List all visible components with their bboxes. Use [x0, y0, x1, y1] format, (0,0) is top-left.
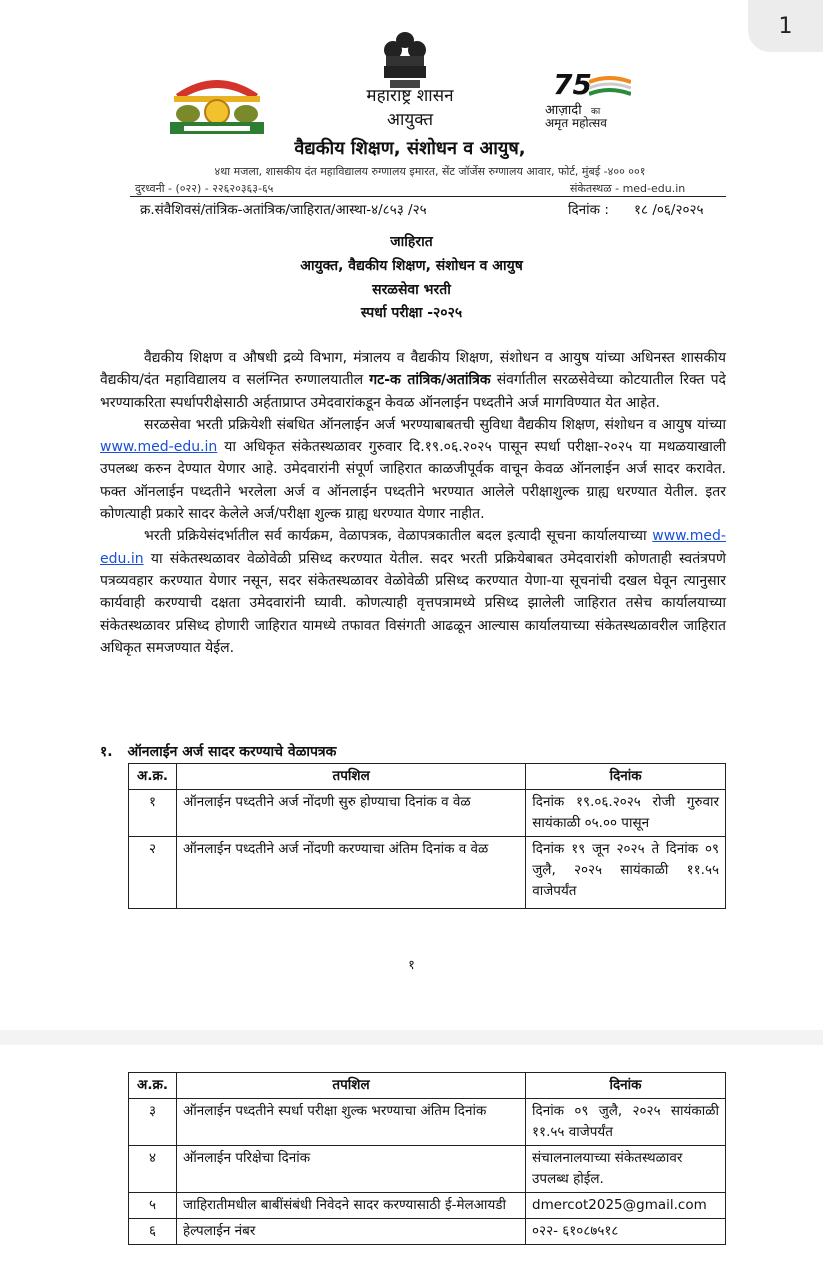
header-address: ४था मजला, शासकीय दंत महाविद्यालय रुग्णालय इमारत, सेंट जॉर्जेस रुग्णालय आवार, फोर्ट, मुंबई -४०० ००१ [214, 165, 646, 178]
row-date: दिनांक १९.०६.२०२५ रोजी गुरुवार सायंकाळी ०५.०० पासून [526, 790, 726, 837]
tricolor-swoosh-icon [589, 76, 631, 98]
header-date: दिनांक [526, 1073, 726, 1099]
row-serial: ४ [129, 1146, 177, 1193]
row-helpline: ०२२- ६१०८७५१८ [526, 1219, 726, 1245]
row-serial: ५ [129, 1193, 177, 1219]
azadi-logo-number: 75 [553, 68, 592, 101]
paragraph-1-bold: गट-क तांत्रिक/अतांत्रिक [369, 372, 491, 389]
announcement-authority: आयुक्त, वैद्यकीय शिक्षण, संशोधन व आयुष [300, 258, 523, 274]
document-page-2 [0, 1045, 823, 1280]
row-serial: ६ [129, 1219, 177, 1245]
schedule-table-part-1 [128, 763, 726, 909]
azadi-logo-line2: अमृत महोत्सव [545, 116, 607, 130]
paragraph-3: भरती प्रक्रियेसंदर्भातील सर्व कार्यक्रम, वेळापत्रक, वेळापत्रकातील बदल इत्यादी सूचना कार्यालयाच्या www.med-edu.in या संकेतस्थळावर वेळोवेळी प्रसिध्द करण्यात येतील. सदर भरती प्रक्रियेबाबत उमेदवारांशी कोणताही स्वतंत्रपणे पत्रव्यवहार करण्यात येणार नसून, सदर संकेतस्थळावर वेळोवेळी प्रसिध्द करण्यात येणा-या सूचनांची दखल घेवून त्यानुसार कार्यवाही करण्याची दक्षता उमेदवारांनी घ्यावी. कोणत्याही वृत्तपत्रामध्ये प्रसिध्द झालेली जाहिरात तसेच कार्यालयाच्या संकेतस्थळावर प्रसिध्द होणारी जाहिरात यामध्ये तफावत विसंगती आढळून आल्यास कार्यालयाच्या संकेतस्थळावरील जाहिरात अधिकृत समजण्यात येईल. [100, 528, 726, 656]
section-title: ऑनलाईन अर्ज सादर करण्याचे वेळापत्रक [127, 744, 337, 760]
reference-number: क्र.संवैशिवसं/तांत्रिक-अतांत्रिक/जाहिरात/आस्था-४/८५३ /२५ [140, 202, 427, 218]
website-link[interactable]: www.med-edu.in [100, 439, 218, 456]
announcement-exam: स्पर्धा परीक्षा -२०२५ [360, 305, 463, 321]
announcement-recruitment: सरळसेवा भरती [372, 282, 451, 298]
header-date: दिनांक [526, 764, 726, 790]
header-commissioner: आयुक्त [386, 110, 434, 130]
row-details: ऑनलाईन पध्दतीने अर्ज नोंदणी सुरु होण्याचा दिनांक व वेळ [176, 790, 525, 837]
row-serial: २ [129, 837, 177, 909]
table-row [129, 1099, 726, 1146]
section-heading [100, 742, 336, 761]
table-row [129, 1193, 726, 1219]
table-row [129, 790, 726, 837]
announcement-title: जाहिरात [390, 234, 433, 250]
reference-date-label: दिनांक : [568, 202, 609, 218]
national-emblem-logo [380, 30, 430, 92]
schedule-table-part-2 [128, 1072, 726, 1245]
header-serial: अ.क्र. [129, 1073, 177, 1099]
header-details: तपशिल [176, 1073, 525, 1099]
row-details: ऑनलाईन पध्दतीने अर्ज नोंदणी करण्याचा अंतिम दिनांक व वेळ [176, 837, 525, 909]
header-gov: महाराष्ट्र शासन [366, 86, 454, 106]
body-text [100, 347, 726, 659]
row-date: दिनांक १९ जून २०२५ ते दिनांक ०९ जुलै, २०२५ सायंकाळी ११.५५ वाजेपर्यंत [526, 837, 726, 909]
row-details: ऑनलाईन पध्दतीने स्पर्धा परीक्षा शुल्क भरण्याचा अंतिम दिनांक [176, 1099, 525, 1146]
paragraph-1: वैद्यकीय शिक्षण व औषधी द्रव्ये विभाग, मंत्रालय व वैद्यकीय शिक्षण, संशोधन व आयुष यांच्या अधिनस्त शासकीय वैद्यकीय/दंत महाविद्यालय व सलंग्नित रुग्णालयातील गट-क तांत्रिक/अतांत्रिक संवर्गातील सरळसेवेच्या कोटयातील रिक्त पदे भरण्याकरिता स्पर्धापरीक्षेसाठी अर्हताप्राप्त उमेदवारांकडून केवळ ऑनलाईन पध्दतीने अर्ज मागविण्यात येत आहेत. [100, 350, 726, 411]
header-divider [130, 196, 726, 197]
page-number: १ [408, 958, 415, 973]
row-details: हेल्पलाईन नंबर [176, 1219, 525, 1245]
azadi-logo-line1: आज़ादी [545, 103, 582, 118]
row-details: ऑनलाईन परिक्षेचा दिनांक [176, 1146, 525, 1193]
row-details: जाहिरातीमधील बाबींसंबंधी निवेदने सादर करण्यासाठी ई-मेलआयडी [176, 1193, 525, 1219]
website-link-2[interactable]: www.med-edu.in [100, 528, 726, 567]
table-row [129, 1219, 726, 1245]
header-phone: दुरध्वनी - (०२२) - २२६२०३६३-६५ [135, 182, 274, 195]
row-date: दिनांक ०९ जुलै, २०२५ सायंकाळी ११.५५ वाजेपर्यंत [526, 1099, 726, 1146]
table-row [129, 1146, 726, 1193]
header-department: वैद्यकीय शिक्षण, संशोधन व आयुष, [294, 138, 526, 159]
row-date: संचालनालयाच्या संकेतस्थळावर उपलब्ध होईल. [526, 1146, 726, 1193]
paragraph-2: सरळसेवा भरती प्रक्रियेशी संबधित ऑनलाईन अर्ज भरण्याबाबतची सुविधा वैद्यकीय शिक्षण, संशोधन व आयुष यांच्या www.med-edu.in या अधिकृत संकेतस्थळावर गुरुवार दि.१९.०६.२०२५ पासून स्पर्धा परीक्षा-२०२५ या मथळयाखाली उपलब्ध करुन देण्यात येणार आहे. उमेदवारांनी संपूर्ण जाहिरात काळजीपूर्वक वाचून केवळ ऑनलाईन अर्ज सादर करावेत. फक्त ऑनलाईन पध्दतीने भरलेला अर्ज व ऑनलाईन पध्दतीने भरण्यात आलेले परीक्षाशुल्क ग्राह्य धरण्यात येतील. इतर कोणत्याही प्रकारे सादर केलेले अर्ज/परीक्षा शुल्क ग्राह्य धरण्यात येणार नाहीत. [100, 416, 726, 523]
row-serial: १ [129, 790, 177, 837]
header-serial: अ.क्र. [129, 764, 177, 790]
table-row [129, 837, 726, 909]
table-header-row [129, 1073, 726, 1099]
row-email[interactable]: dmercot2025@gmail.com [526, 1193, 726, 1219]
header-website: संकेतस्थळ - med-edu.in [570, 182, 686, 195]
header-details: तपशिल [176, 764, 525, 790]
table-header-row [129, 764, 726, 790]
page-count-badge: 1 [748, 0, 823, 52]
azadi-logo-ka: का [591, 107, 601, 117]
reference-date-value: १८ /०६/२०२५ [634, 202, 704, 218]
row-serial: ३ [129, 1099, 177, 1146]
section-number: १. [100, 744, 113, 760]
